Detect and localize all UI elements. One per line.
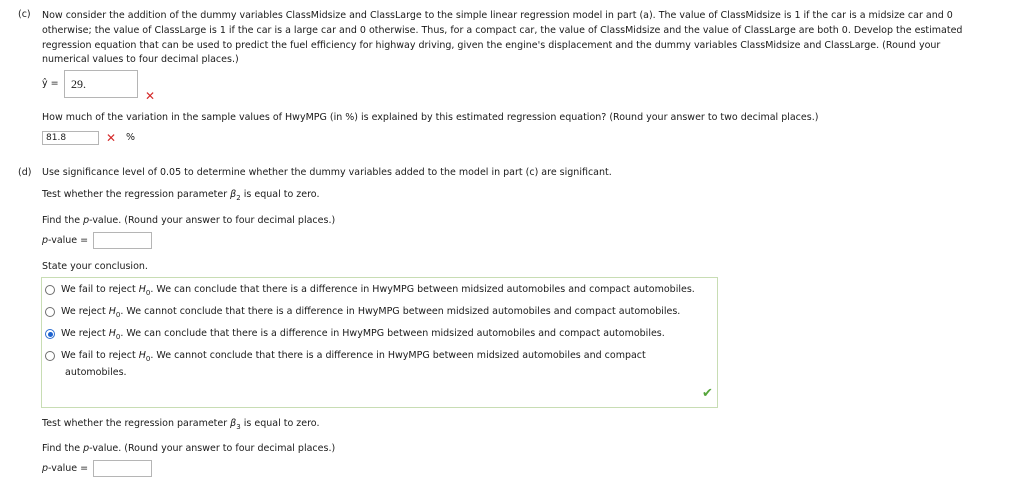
pvalue-input-beta2[interactable] bbox=[93, 232, 152, 249]
part-d-label: (d) bbox=[18, 167, 32, 178]
state-conclusion-text: State your conclusion. bbox=[42, 261, 148, 272]
yhat-label: ŷ = bbox=[42, 78, 59, 89]
check-mark-icon: ✔ bbox=[702, 386, 713, 401]
prompt-line: otherwise; the value of ClassLarge is 1 if the car is a large car and 0 otherwise. Thus, for a compact car, the value of ClassMidsize and the value of ClassLarge are both 0. Develop the estimated bbox=[42, 24, 963, 36]
choice-text: We reject $H_0$. We can conclude that there is a difference in HwyMPG between midsized automobiles and compact automobiles. bbox=[61, 328, 665, 341]
radio-button[interactable] bbox=[45, 285, 55, 295]
choice-text-continued: automobiles. bbox=[65, 367, 127, 378]
r-squared-question: How much of the variation in the sample values of HwyMPG (in %) is explained by this estimated regression equation? (Round your answer to two decimal places.) bbox=[42, 112, 819, 123]
x-mark-icon: ✕ bbox=[145, 89, 156, 103]
radio-button[interactable] bbox=[45, 307, 55, 317]
pvalue-label: p-value = bbox=[42, 235, 89, 246]
test-beta2-text: Test whether the regression parameter $\beta_2$ is equal to zero. bbox=[42, 189, 320, 202]
pvalue-input-beta3[interactable] bbox=[93, 460, 152, 477]
choice-text: We fail to reject $H_0$. We cannot conclude that there is a difference in HwyMPG between midsized automobiles and compact bbox=[61, 350, 646, 363]
r-squared-input[interactable]: 81.8 bbox=[42, 131, 99, 145]
find-pvalue-text-2: Find the p-value. (Round your answer to four decimal places.) bbox=[42, 443, 336, 454]
find-pvalue-text: Find the p-value. (Round your answer to four decimal places.) bbox=[42, 215, 336, 226]
x-mark-icon: ✕ bbox=[106, 131, 117, 145]
yhat-input[interactable]: 29. bbox=[64, 70, 138, 98]
radio-button[interactable] bbox=[45, 351, 55, 361]
part-c-prompt bbox=[42, 9, 1002, 68]
percent-unit: % bbox=[126, 132, 136, 143]
prompt-line: regression equation that can be used to predict the fuel efficiency for highway driving, given the engine's displacement and the dummy variables ClassMidsize and ClassLarge. (Round your bbox=[42, 39, 941, 51]
choice-text: We fail to reject $H_0$. We can conclude that there is a difference in HwyMPG between midsized automobiles and compact automobiles. bbox=[61, 284, 695, 297]
part-c-label: (c) bbox=[18, 9, 31, 20]
radio-button-selected[interactable] bbox=[45, 329, 55, 339]
choice-text: We reject $H_0$. We cannot conclude that there is a difference in HwyMPG between midsized automobiles and compact automobiles. bbox=[61, 306, 681, 319]
prompt-line: Now consider the addition of the dummy variables ClassMidsize and ClassLarge to the simple linear regression model in part (a). The value of ClassMidsize is 1 if the car is a midsize car and 0 bbox=[42, 10, 953, 21]
pvalue-label-2: p-value = bbox=[42, 463, 89, 474]
prompt-line: numerical values to four decimal places.) bbox=[42, 54, 239, 66]
part-d-intro: Use significance level of 0.05 to determine whether the dummy variables added to the model in part (c) are significant. bbox=[42, 167, 612, 178]
test-beta3-text: Test whether the regression parameter $\beta_3$ is equal to zero. bbox=[42, 418, 320, 431]
